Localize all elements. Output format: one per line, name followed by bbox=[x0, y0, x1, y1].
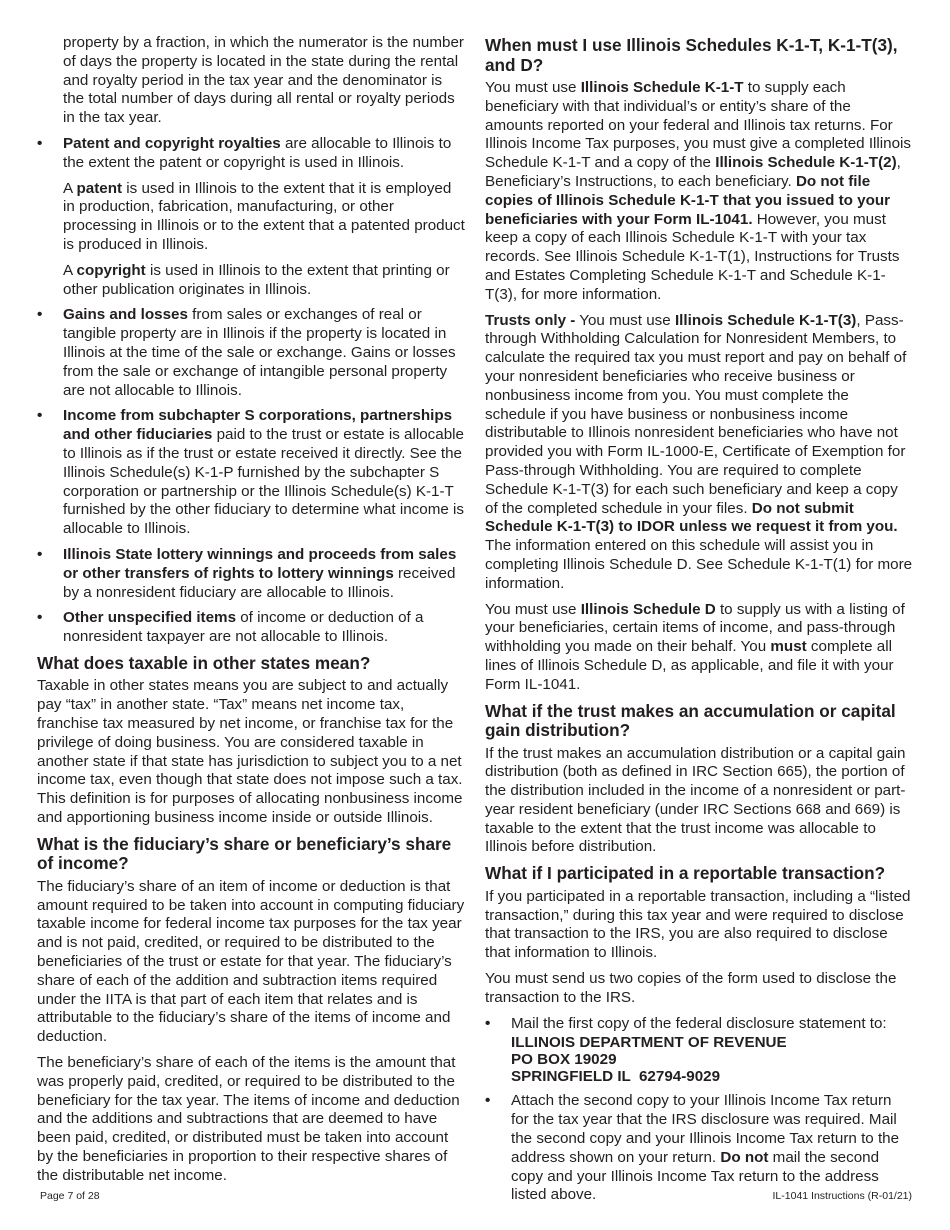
attach-text-c: mail the second copy and your Illinois Income Tax return to the address listed above. bbox=[511, 1148, 880, 1204]
mail-instruction: Mail the first copy of the federal disclosure statement to: bbox=[511, 1014, 887, 1032]
other-items-heading: Other unspecified items bbox=[63, 609, 237, 627]
share-paragraph-1: The fiduciary’s share of an item of income or deduction is that amount required to be taken into account in computing fiduciary taxable income for federal income tax purposes for the tax year and is not paid, credited, or required to be distributed to the beneficiaries of the trust or estate for that year. The fiduciary’s share of each of the addition and subtraction items required under the IITA is that part of each item that relates and is attributable to the fiduciary’s share of the items of income and deduction. bbox=[37, 877, 465, 1046]
k1t-paragraph bbox=[485, 79, 913, 305]
trusts-do-not-submit: Do not submit Schedule K-1-T(3) to IDOR unless we request it from you. bbox=[485, 499, 898, 536]
patent-def-text: is used in Illinois to the extent that it is employed in production, fabrication, manufacturing, or other processing in Illinois or to the extent that a patented product is produced in Illinois. bbox=[63, 179, 465, 253]
d-text-e: complete all lines of Illinois Schedule D, as applicable, and file it with your Form IL-1041. bbox=[485, 638, 894, 693]
heading-accumulation-distribution: What if the trust makes an accumulation or capital gain distribution? bbox=[485, 700, 896, 740]
gains-losses-heading: Gains and losses bbox=[63, 306, 188, 324]
trusts-text-d: , Pass-through Withholding Calculation for Nonresident Members, to calculate the required tax you must report and pay on behalf of your nonresident beneficiaries who receive business or nonbusiness income from you. You must complete the schedule if you have business or nonbusiness income distributable to Illinois nonresident beneficiaries who have not provided you with Form IL-1000-E, Certificate of Exemption for Pass-through Withholding. You are required to complete Schedule K-1-T(3) for each such beneficiary and keep a copy of the completed schedule in your files. bbox=[485, 311, 907, 517]
k1t2-schedule-name: Illinois Schedule K-1-T(2) bbox=[715, 154, 897, 172]
intro-paragraph: property by a fraction, in which the numerator is the number of days the property is located in the state during the rental and royalty period in the tax year and the denominator is the total number of days during all rental or royalty periods in the tax year. bbox=[63, 34, 464, 127]
trusts-text-f: The information entered on this schedule will assist you in completing Illinois Schedule D. See Schedule K-1-T(1) for more information. bbox=[485, 537, 913, 592]
schedule-d-paragraph bbox=[485, 601, 913, 695]
bullet-dot: • bbox=[37, 306, 43, 324]
k1t-text-c: to supply each beneficiary with that individual’s or entity’s share of the amounts reported on your federal and Illinois tax returns. For Illinois Income Tax purposes, you must give a completed Illinois Schedule K-1-T and a copy of the bbox=[485, 79, 912, 172]
copyright-def-prefix: A bbox=[63, 261, 77, 279]
subchapter-s-heading: Income from subchapter S corporations, partnerships and other fiduciaries bbox=[63, 407, 453, 444]
other-items-text: of income or deduction of a nonresident taxpayer are not allocable to Illinois. bbox=[63, 609, 424, 646]
reportable-paragraph-2: You must send us two copies of the form used to disclose the transaction to the IRS. bbox=[485, 969, 897, 1006]
bullet-dot: • bbox=[37, 609, 43, 627]
k1t-text-e: , Beneficiary’s Instructions, to each beneficiary. bbox=[485, 154, 901, 190]
mailing-address bbox=[511, 1034, 913, 1085]
lottery-text: received by a nonresident fiduciary are allocable to Illinois. bbox=[63, 564, 456, 601]
copyright-term: copyright bbox=[76, 261, 146, 279]
bullet-dot: • bbox=[485, 1092, 491, 1110]
address-line-1: ILLINOIS DEPARTMENT OF REVENUE bbox=[511, 1034, 787, 1052]
d-text-a: You must use bbox=[485, 600, 581, 618]
patent-def-prefix: A bbox=[63, 179, 77, 197]
attach-do-not: Do not bbox=[720, 1148, 769, 1166]
bullet-mail-first-copy bbox=[485, 1015, 913, 1086]
patent-term: patent bbox=[76, 179, 123, 197]
patent-definition bbox=[37, 180, 465, 255]
heading-taxable-other-states: What does taxable in other states mean? bbox=[37, 652, 371, 673]
form-identifier: IL-1041 Instructions (R-01/21) bbox=[772, 1190, 912, 1202]
bullet-dot: • bbox=[37, 545, 43, 563]
k1t-do-not-file: Do not file copies of Illinois Schedule K-1-T that you issued to your beneficiaries with your Form IL-1041. bbox=[485, 172, 891, 228]
page-number: Page 7 of 28 bbox=[40, 1190, 100, 1202]
patent-royalties-heading: Patent and copyright royalties bbox=[63, 134, 281, 152]
k1t-schedule-name: Illinois Schedule K-1-T bbox=[580, 79, 744, 96]
copyright-def-text: is used in Illinois to the extent that printing or other publication originates in Illinois. bbox=[63, 261, 450, 298]
patent-royalties-text: are allocable to Illinois to the extent the patent or copyright is used in Illinois. bbox=[63, 134, 452, 171]
address-line-3: SPRINGFIELD IL 62794-9029 bbox=[511, 1068, 721, 1086]
trusts-only-label: Trusts only - bbox=[485, 311, 576, 329]
k1t3-schedule-name: Illinois Schedule K-1-T(3) bbox=[674, 311, 857, 329]
bullet-other-items bbox=[37, 609, 465, 647]
address-line-2: PO BOX 19029 bbox=[511, 1051, 617, 1069]
heading-k1t-schedules: When must I use Illinois Schedules K-1-T, K-1-T(3), and D? bbox=[485, 35, 898, 75]
subchapter-s-text: paid to the trust or estate is allocable to Illinois as if the trust or estate received it directly. See the Illinois Schedule(s) K-1-P furnished by the subchapter S corporation or partnership or the Illinois Schedule(s) K-1-T furnished by the other fiduciary to determine what income is allocable to Illinois. bbox=[63, 426, 464, 538]
taxable-paragraph: Taxable in other states means you are subject to and actually pay “tax” in another state. “Tax” means net income tax, franchise tax measured by net income, or franchise tax for the privilege of doing business. You are considered taxable in another state if that state has jurisdiction to subject you to a net income tax, even though that state does not impose such a tax. This definition is for purposes of allocating nonbusiness income and apportioning business income inside or outside Illinois. bbox=[37, 677, 463, 826]
gains-losses-text: from sales or exchanges of real or tangible property are in Illinois if the property is located in Illinois at the time of the sale or exchange. Gains or losses from the sale or exchange of intangible personal property are not allocable to Illinois. bbox=[63, 306, 456, 399]
bullet-lottery bbox=[37, 546, 465, 602]
left-column bbox=[37, 34, 465, 1193]
trusts-text-b: You must use bbox=[575, 311, 675, 329]
accumulation-paragraph: If the trust makes an accumulation distribution or a capital gain distribution (both as defined in IRC Section 665), the portion of the distribution included in the income of a nonresident or part-year resident beneficiary (under IRC Sections 668 and 669) is taxable to the extent that the trust income was allocable to Illinois before distribution. bbox=[485, 744, 906, 856]
bullet-dot: • bbox=[37, 407, 43, 425]
heading-fiduciary-share: What is the fiduciary’s share or beneficiary’s share of income? bbox=[37, 833, 452, 874]
heading-reportable-transaction: What if I participated in a reportable transaction? bbox=[485, 863, 886, 884]
bullet-dot: • bbox=[37, 134, 43, 152]
bullet-attach-second-copy bbox=[485, 1092, 913, 1205]
k1t-text-g: However, you must keep a copy of each Illinois Schedule K-1-T with your tax records. See Illinois Schedule K-1-T(1), Instructions for Trusts and Estates Completing Schedule K-1-T and Schedule K-1-T(3), for more information. bbox=[485, 210, 900, 303]
reportable-paragraph-1: If you participated in a reportable transaction, including a “listed transaction,” during this tax year and were required to disclose that transaction to the IRS, you are also required to disclose that information to Illinois. bbox=[485, 887, 911, 962]
bullet-dot: • bbox=[485, 1014, 491, 1032]
trusts-only-paragraph bbox=[485, 312, 913, 594]
d-text-c: to supply us with a listing of your beneficiaries, certain items of income, and pass-through withholding you made on their behalf. You bbox=[485, 600, 905, 656]
copyright-definition bbox=[37, 262, 465, 300]
bullet-gains-losses bbox=[37, 306, 465, 400]
lottery-heading: Illinois State lottery winnings and proceeds from sales or other transfers of rights to lottery winnings bbox=[63, 545, 457, 582]
right-column bbox=[485, 34, 913, 1212]
share-paragraph-2: The beneficiary’s share of each of the items is the amount that was properly paid, credited, or required to be distributed to the beneficiary for the tax year. The items of income and deduction and the additions and subtractions that are deemed to have been paid, credited, or distributed must be taken into account by the beneficiaries in proportion to their respective shares of the distributable net income. bbox=[37, 1053, 460, 1184]
bullet-subchapter-s bbox=[37, 407, 465, 539]
bullet-patent-royalties bbox=[37, 135, 465, 173]
k1t-text-a: You must use bbox=[485, 79, 581, 96]
schedule-d-name: Illinois Schedule D bbox=[580, 600, 716, 618]
d-must: must bbox=[770, 638, 807, 656]
attach-text-a: Attach the second copy to your Illinois Income Tax return for the tax year that the IRS disclosure was required. Mail the second copy and your Illinois Income Tax return to the address shown on your return. bbox=[511, 1092, 900, 1166]
